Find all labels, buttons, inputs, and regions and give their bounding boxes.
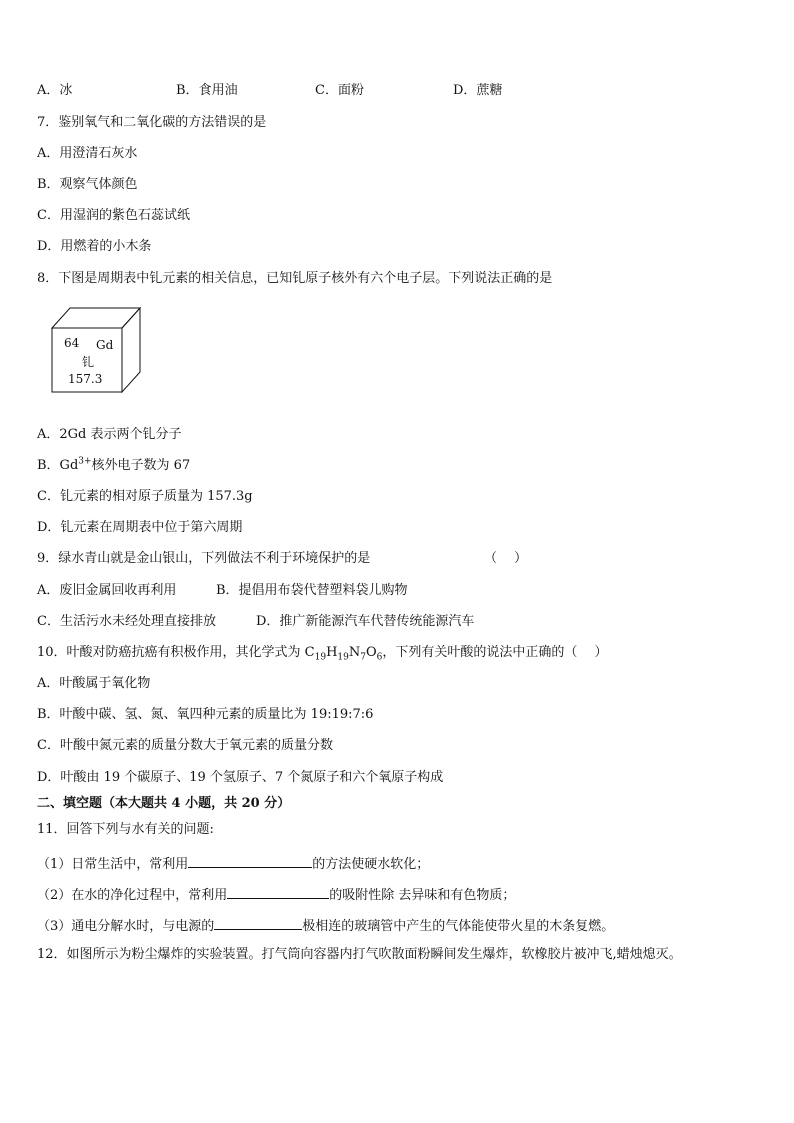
q8-option-b-post: 核外电子数为 67 [91,458,191,473]
q6-option-c-text: 面粉 [337,83,364,98]
q6-option-c-letter: C． [315,83,338,98]
q11-part-2-pre: （2）在水的净化过程中，常利用 [37,888,228,903]
q8-option-c: C．钆元素的相对原子质量为 157.3g [37,489,253,504]
q11-part-3-post: 极相连的玻璃管中产生的气体能使带火星的木条复燃。 [302,919,615,934]
q10-sub-o: 6 [376,652,383,663]
q6-option-d-letter: D． [453,83,477,98]
q11-part-2-post: 的吸附性除 去异味和有色物质； [329,888,516,903]
q9-option-d: D．推广新能源汽车代替传统能源汽车 [256,614,475,629]
q10-h: H [326,645,338,660]
q10-sub-h: 19 [337,652,349,663]
q10-sub-n: 7 [360,652,366,663]
q9-option-b: B．提倡用布袋代替塑料袋儿购物 [216,583,408,598]
element-name: 钆 [82,355,95,369]
q9-answer-paren: （ ） [484,551,528,566]
q8-option-b-pre: B．Gd [37,458,79,473]
element-symbol: Gd [96,338,114,352]
q11-blank-1[interactable] [188,853,312,868]
q11-part-1 [37,853,429,874]
q8-option-b [37,457,190,475]
q10-option-b: B．叶酸中碳、氢、氮、氧四种元素的质量比为 19:19:7:6 [37,707,374,722]
element-mass: 157.3 [68,372,103,386]
q12-stem: 12．如图所示为粉尘爆炸的实验装置。打气筒向容器内打气吹散面粉瞬间发生爆炸，软橡胶片被冲飞,蜡烛熄灭。 [37,947,682,962]
q7-option-a: A．用澄清石灰水 [37,146,138,161]
q11-part-3 [37,915,614,936]
q7-option-c: C．用湿润的紫色石蕊试纸 [37,208,190,223]
q11-part-2 [37,884,515,905]
cell-side-face [122,308,140,392]
q6-option-c [315,82,364,100]
q9-option-c: C．生活污水未经处理直接排放 [37,614,216,629]
q6-option-b-text: 食用油 [198,83,238,98]
q6-option-d-text: 蔗糖 [476,83,503,98]
q8-option-a: A．2Gd 表示两个钆分子 [37,427,182,442]
q10-option-d: D．叶酸由 19 个碳原子、19 个氢原子、7 个氮原子和六个氧原子构成 [37,770,444,785]
q11-part-3-pre: （3）通电分解水时，与电源的 [37,919,215,934]
section-2-title: 二、填空题（本大题共 4 小题，共 20 分） [37,796,291,811]
q10-stem [37,644,608,662]
q8-option-b-charge: 3+ [78,456,92,467]
q6-option-a-letter: A． [37,83,60,98]
q7-stem: 7．鉴别氧气和二氧化碳的方法错误的是 [37,115,267,130]
q6-option-d [453,82,502,100]
q6-option-b-letter: B． [176,83,199,98]
q7-option-d: D．用燃着的小木条 [37,239,152,254]
q11-blank-3[interactable] [214,915,302,930]
q6-option-b [176,82,238,100]
q11-blank-2[interactable] [227,884,329,899]
q11-stem: 11．回答下列与水有关的问题: [37,822,214,837]
q9-stem: 9．绿水青山就是金山银山，下列做法不利于环境保护的是 [37,551,371,566]
q9-option-a: A．废旧金属回收再利用 [37,583,177,598]
q11-part-1-pre: （1）日常生活中，常利用 [37,857,189,872]
q10-option-a: A．叶酸属于氧化物 [37,676,151,691]
q10-o: O [365,645,377,660]
element-atomic-number: 64 [64,336,80,350]
q8-stem: 8．下图是周期表中钆元素的相关信息，已知钆原子核外有六个电子层。下列说法正确的是 [37,271,553,286]
cell-top-face [52,308,140,328]
q10-stem-post: ，下列有关叶酸的说法中正确的（ ） [382,645,608,660]
element-cell-diagram [48,306,144,394]
q11-part-1-post: 的方法使硬水软化； [312,857,430,872]
q10-n: N [348,645,361,660]
q7-option-b: B．观察气体颜色 [37,177,138,192]
q6-option-a [37,82,72,100]
q10-option-c: C．叶酸中氮元素的质量分数大于氧元素的质量分数 [37,738,333,753]
q8-option-d: D．钆元素在周期表中位于第六周期 [37,520,243,535]
q6-option-a-text: 冰 [59,83,73,98]
q10-sub-c: 19 [314,652,327,663]
q10-stem-pre: 10．叶酸对防癌抗癌有积极作用，其化学式为 C [37,645,315,660]
